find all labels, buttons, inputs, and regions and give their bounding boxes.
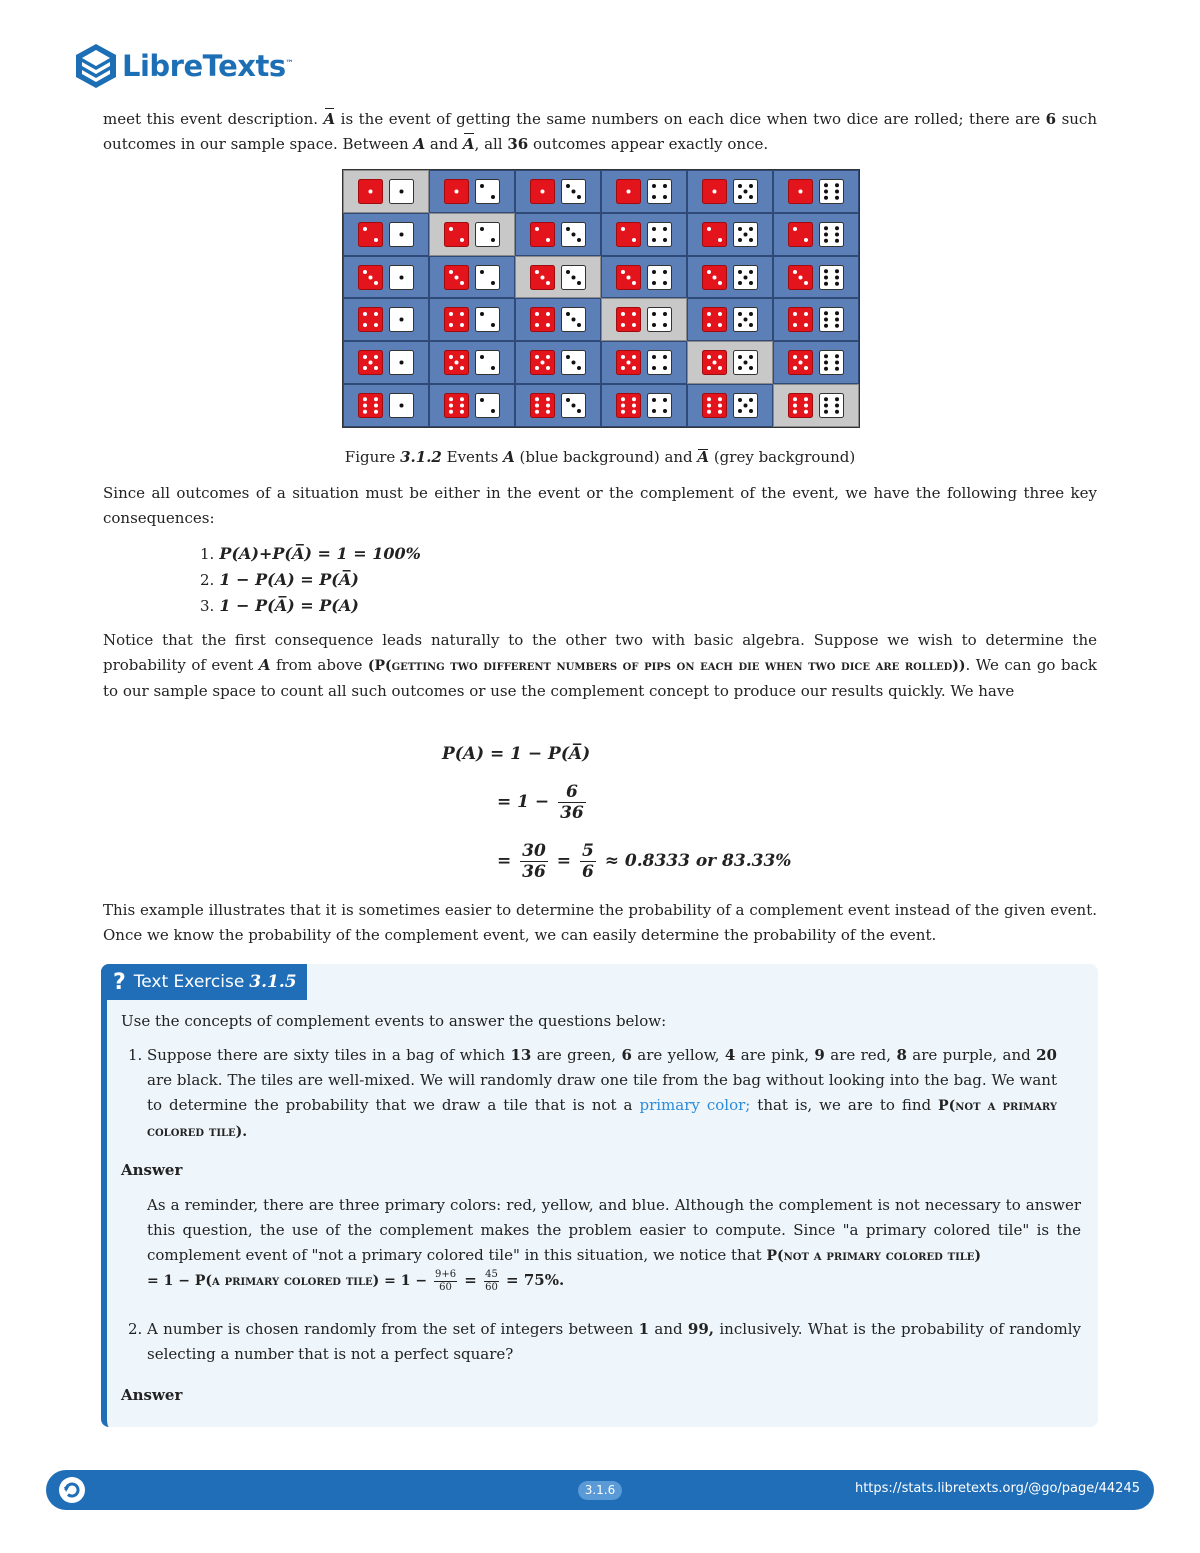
consequence-item: 1. P(A)+P(A̅) = 1 = 100%: [200, 544, 421, 563]
outcome-cell-event: [687, 298, 773, 341]
red-die-face-5: [530, 350, 555, 375]
outcome-cell-event: [601, 341, 687, 384]
white-die-face-6: [819, 307, 844, 332]
fraction: $\frac{5}{6}$: [581, 841, 594, 882]
red-die-face-1: [358, 179, 383, 204]
red-die-face-4: [358, 307, 383, 332]
outcome-cell-event: [429, 256, 515, 299]
outcome-cell-event: [773, 256, 859, 299]
white-die-face-4: [647, 265, 672, 290]
white-die-face-5: [733, 265, 758, 290]
dice-sample-space-grid: [342, 169, 860, 428]
outcome-cell-event: [429, 341, 515, 384]
white-die-face-2: [475, 307, 500, 332]
outcome-cell-event: [343, 384, 429, 427]
red-die-face-4: [444, 307, 469, 332]
white-die-face-4: [647, 307, 672, 332]
white-die-face-3: [561, 222, 586, 247]
exercise-title: Text Exercise: [133, 972, 245, 992]
outcome-cell-event: [343, 256, 429, 299]
red-die-face-3: [530, 265, 555, 290]
white-die-face-1: [389, 350, 414, 375]
outcome-cell-event: [429, 298, 515, 341]
white-die-face-3: [561, 350, 586, 375]
primary-color-link[interactable]: primary color;: [639, 1096, 751, 1114]
figure-caption: Figure 3.1.2 Events A (blue background) and A (grey background): [344, 448, 856, 466]
red-die-face-3: [702, 265, 727, 290]
answer-toggle-2[interactable]: Answer: [121, 1386, 183, 1404]
outcome-cell-event: [773, 341, 859, 384]
question-icon: ?: [113, 969, 126, 995]
red-die-face-4: [530, 307, 555, 332]
page-footer: [46, 1470, 1154, 1510]
white-die-face-3: [561, 307, 586, 332]
derivation-line-2: = 1 − $\frac{6}{36}$: [497, 782, 584, 823]
red-die-face-6: [788, 393, 813, 418]
outcome-cell-complement: [601, 298, 687, 341]
white-die-face-1: [389, 265, 414, 290]
white-die-face-1: [389, 307, 414, 332]
white-die-face-6: [819, 222, 844, 247]
red-die-face-1: [530, 179, 555, 204]
white-die-face-2: [475, 393, 500, 418]
consequence-item: 3. 1 − P(A̅) = P(A): [200, 596, 359, 615]
red-die-face-6: [358, 393, 383, 418]
summary-paragraph: This example illustrates that it is sometimes easier to determine the probability of a complement event instead of the given event. Once we know the probability of the complement event, we can easily determine the probability of the event.: [103, 901, 1097, 944]
outcome-cell-event: [601, 256, 687, 299]
logo-wordmark: LibreTexts™: [122, 49, 294, 83]
red-die-face-6: [616, 393, 641, 418]
outcome-cell-event: [687, 384, 773, 427]
page-number-badge: 3.1.6: [578, 1481, 622, 1500]
answer-1-equation: = 1 − P(a primary colored tile) = 1 − $\frac{9+6}{60}$ = $\frac{45}{60}$ = 75%.: [147, 1268, 565, 1293]
outcome-cell-event: [515, 384, 601, 427]
red-die-face-4: [788, 307, 813, 332]
red-die-face-3: [444, 265, 469, 290]
outcome-cell-event: [773, 298, 859, 341]
white-die-face-5: [733, 222, 758, 247]
white-die-face-2: [475, 222, 500, 247]
question-number: 2.: [128, 1320, 143, 1338]
outcome-cell-complement: [515, 256, 601, 299]
white-die-face-3: [561, 393, 586, 418]
white-die-face-4: [647, 393, 672, 418]
outcome-cell-event: [429, 170, 515, 213]
outcome-cell-event: [687, 213, 773, 256]
derivation-line-1: P(A) = 1 − P(A̅): [442, 744, 591, 764]
outcome-cell-event: [601, 384, 687, 427]
red-die-face-2: [530, 222, 555, 247]
outcome-cell-complement: [343, 170, 429, 213]
white-die-face-6: [819, 350, 844, 375]
red-die-face-1: [702, 179, 727, 204]
answer-1-text: As a reminder, there are three primary colors: red, yellow, and blue. Although the complement is not necessary to answer this question, the use of the complement makes the problem easier to compute. Since "a primary colored tile" is the complement event of "not a primary colored tile" in this situation, we notice that P(not a primary colored tile): [147, 1196, 1081, 1264]
red-die-face-1: [788, 179, 813, 204]
red-die-face-6: [530, 393, 555, 418]
red-die-face-2: [444, 222, 469, 247]
red-die-face-5: [788, 350, 813, 375]
consequence-item: 2. 1 − P(A) = P(A̅): [200, 570, 359, 589]
outcome-cell-event: [515, 341, 601, 384]
fraction: $\frac{6}{36}$: [560, 782, 584, 823]
red-die-face-2: [616, 222, 641, 247]
outcome-cell-event: [343, 341, 429, 384]
white-die-face-1: [389, 393, 414, 418]
small-fraction: $\frac{45}{60}$: [485, 1268, 498, 1293]
outcome-cell-event: [687, 170, 773, 213]
white-die-face-2: [475, 265, 500, 290]
red-die-face-3: [788, 265, 813, 290]
outcome-cell-event: [515, 170, 601, 213]
consequences-list: [200, 541, 421, 619]
question-2-text: A number is chosen randomly from the set of integers between 1 and 99, inclusively. What is the probability of randomly selecting a number that is not a perfect square?: [147, 1320, 1081, 1363]
white-die-face-4: [647, 179, 672, 204]
derivation-line-3: = $\frac{30}{36}$ = $\frac{5}{6}$ ≈ 0.8333 or 83.33%: [497, 841, 792, 882]
small-fraction: $\frac{9+6}{60}$: [434, 1268, 457, 1293]
red-die-face-3: [616, 265, 641, 290]
page-url-link[interactable]: https://stats.libretexts.org/@go/page/44245: [854, 1481, 1140, 1496]
white-die-face-3: [561, 265, 586, 290]
white-die-face-5: [733, 350, 758, 375]
white-die-face-4: [647, 350, 672, 375]
red-die-face-5: [358, 350, 383, 375]
fraction: $\frac{30}{36}$: [522, 841, 546, 882]
outcome-cell-event: [515, 213, 601, 256]
exercise-intro: Use the concepts of complement events to answer the questions below:: [121, 1012, 667, 1030]
outcome-cell-event: [601, 170, 687, 213]
white-die-face-5: [733, 307, 758, 332]
red-die-face-6: [444, 393, 469, 418]
libretexts-logo[interactable]: [74, 40, 293, 92]
red-die-face-2: [788, 222, 813, 247]
outcome-cell-event: [429, 384, 515, 427]
red-die-face-1: [616, 179, 641, 204]
libretexts-refresh-icon[interactable]: [58, 1476, 86, 1504]
outcome-cell-event: [343, 298, 429, 341]
outcome-cell-complement: [687, 341, 773, 384]
white-die-face-6: [819, 393, 844, 418]
red-die-face-1: [444, 179, 469, 204]
outcome-cell-event: [773, 213, 859, 256]
question-1-text: Suppose there are sixty tiles in a bag of which 13 are green, 6 are yellow, 4 are pink, 9 are red, 8 are purple, and 20 are black. The tiles are well-mixed. We will randomly draw one tile from the bag without looking into the bag. We want to determine the probability that we draw a tile that is not a primary color; that is, we are to find P(not a primary colored tile).: [147, 1046, 1057, 1140]
outcome-cell-event: [773, 170, 859, 213]
red-die-face-2: [358, 222, 383, 247]
white-die-face-2: [475, 350, 500, 375]
red-die-face-4: [702, 307, 727, 332]
question-number: 1.: [128, 1046, 143, 1064]
red-die-face-5: [444, 350, 469, 375]
outcome-cell-complement: [773, 384, 859, 427]
white-die-face-5: [733, 393, 758, 418]
complement-paragraph: Notice that the first consequence leads naturally to the other two with basic algebra. Suppose we wish to determine the probability of event A from above (P(getting two different numbers of pips on each die when two dice are rolled)). We can go back to our sample space to count all such outcomes or use the complement concept to produce our results quickly. We have: [103, 631, 1097, 700]
red-die-face-5: [702, 350, 727, 375]
outcome-cell-event: [601, 213, 687, 256]
red-die-face-2: [702, 222, 727, 247]
outcome-cell-complement: [429, 213, 515, 256]
red-die-face-6: [702, 393, 727, 418]
answer-toggle-1[interactable]: Answer: [121, 1161, 183, 1179]
white-die-face-1: [389, 179, 414, 204]
exercise-header: ? Text Exercise 3.1.5: [101, 964, 307, 1000]
white-die-face-4: [647, 222, 672, 247]
red-die-face-5: [616, 350, 641, 375]
outcome-cell-event: [343, 213, 429, 256]
red-die-face-3: [358, 265, 383, 290]
red-die-face-4: [616, 307, 641, 332]
outcome-cell-event: [687, 256, 773, 299]
white-die-face-6: [819, 265, 844, 290]
white-die-face-6: [819, 179, 844, 204]
consequences-intro: Since all outcomes of a situation must be either in the event or the complement of the event, we have the following three key consequences:: [103, 484, 1097, 527]
white-die-face-2: [475, 179, 500, 204]
white-die-face-1: [389, 222, 414, 247]
libretexts-cube-icon: [74, 42, 118, 90]
white-die-face-3: [561, 179, 586, 204]
intro-paragraph: meet this event description. A is the event of getting the same numbers on each dice when two dice are rolled; there are 6 such outcomes in our sample space. Between A and A, all 36 outcomes appear exactly once.: [103, 107, 1097, 157]
outcome-cell-event: [515, 298, 601, 341]
white-die-face-5: [733, 179, 758, 204]
